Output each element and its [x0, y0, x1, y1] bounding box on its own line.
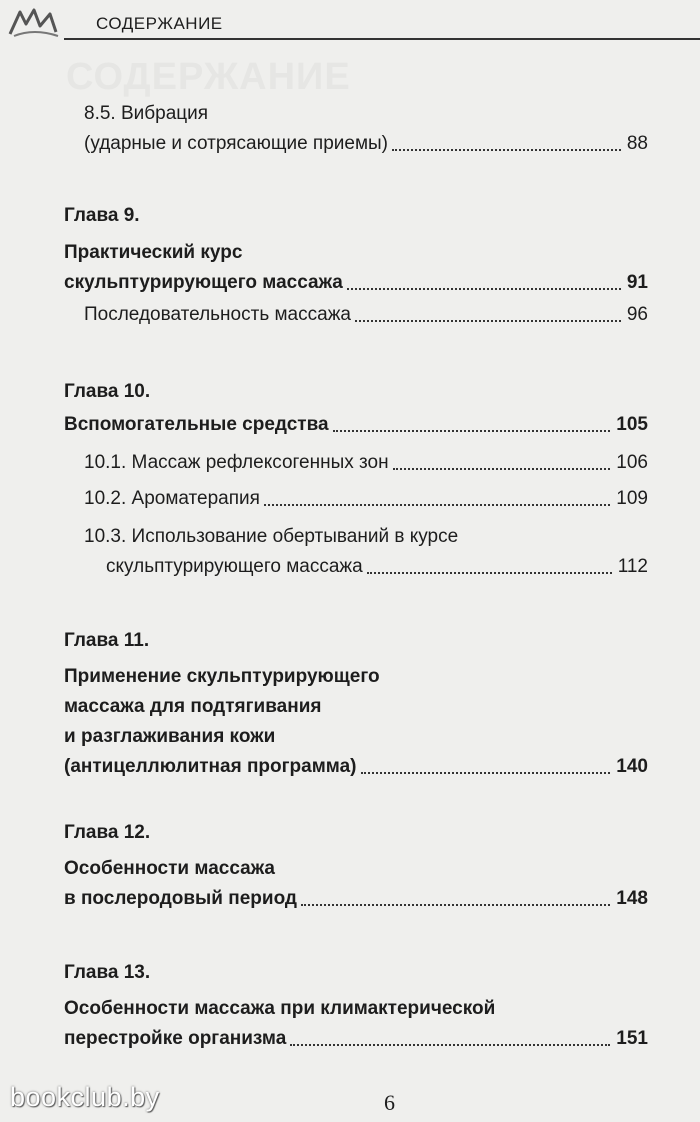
toc-chapter-9	[64, 238, 648, 298]
toc-entry-10-2	[84, 484, 648, 514]
toc-entry-title: массажа для подтягивания	[64, 696, 322, 717]
dot-leader	[392, 148, 621, 151]
toc-entry-title: 10.2. Ароматерапия	[84, 488, 260, 509]
dot-leader	[347, 287, 621, 290]
publisher-logo-icon	[6, 6, 62, 40]
toc-page-number: 151	[616, 1028, 648, 1049]
toc-entry-title: (антицеллюлитная программа)	[64, 756, 357, 777]
chapter-label: Глава 9.	[64, 205, 140, 226]
toc-entry-title: Вспомогательные средства	[64, 414, 329, 435]
toc-entry-10-1	[84, 448, 648, 478]
header-divider	[64, 38, 700, 40]
page-number: 6	[384, 1090, 395, 1115]
chapter-label: Глава 13.	[64, 962, 151, 983]
toc-entry-title: и разглаживания кожи	[64, 726, 276, 747]
dot-leader	[361, 771, 611, 774]
toc-entry-title: Особенности массажа	[64, 858, 275, 879]
dot-leader	[333, 429, 611, 432]
toc-chapter-11	[64, 662, 648, 782]
toc-entry-title: перестройке организма	[64, 1028, 287, 1049]
toc-entry-title: 8.5. Вибрация	[84, 103, 209, 124]
toc-entry-title: Практический курс	[64, 242, 243, 263]
dot-leader	[301, 903, 610, 906]
toc-entry-title: (ударные и сотрясающие приемы)	[84, 133, 388, 154]
toc-chapter-13	[64, 994, 648, 1054]
toc-entry-title: Применение скульптурирующего	[64, 666, 380, 687]
watermark-site: bookclub.by	[10, 1082, 160, 1112]
running-header-title: СОДЕРЖАНИЕ	[96, 14, 223, 33]
toc-entry-sequence	[84, 300, 648, 330]
toc-entry-title: 10.3. Использование обертываний в курсе	[84, 526, 459, 547]
toc-entry-title: скульптурирующего массажа	[64, 272, 343, 293]
toc-entry-title: скульптурирующего массажа	[106, 556, 363, 577]
page-header	[0, 0, 700, 46]
toc-page-number: 112	[617, 556, 648, 577]
toc-page-number: 105	[616, 414, 648, 435]
toc-page-number: 106	[616, 452, 648, 473]
toc-page-number: 109	[616, 488, 648, 509]
toc-page-number: 91	[626, 272, 648, 293]
toc-chapter-10	[64, 410, 648, 440]
dot-leader	[264, 503, 610, 506]
show-through-title: СОДЕРЖАНИЕ	[66, 56, 351, 98]
chapter-label: Глава 11.	[64, 630, 150, 651]
toc-entry-8-5	[84, 99, 648, 159]
dot-leader	[367, 571, 612, 574]
toc-entry-title: Особенности массажа при климактерической	[64, 998, 496, 1019]
chapter-label: Глава 10.	[64, 381, 151, 402]
toc-page-number: 148	[616, 888, 648, 909]
toc-chapter-12	[64, 854, 648, 914]
dot-leader	[355, 319, 621, 322]
toc-page-number: 88	[626, 133, 648, 154]
toc-page-number: 96	[626, 304, 648, 325]
toc-entry-title: в послеродовый период	[64, 888, 297, 909]
toc-entry-title: 10.1. Массаж рефлексогенных зон	[84, 452, 389, 473]
toc-entry-10-3	[84, 522, 648, 582]
toc-entry-title: Последовательность массажа	[84, 304, 351, 325]
dot-leader	[290, 1043, 610, 1046]
chapter-label: Глава 12.	[64, 822, 151, 843]
dot-leader	[393, 467, 611, 470]
toc-page-number: 140	[616, 756, 648, 777]
